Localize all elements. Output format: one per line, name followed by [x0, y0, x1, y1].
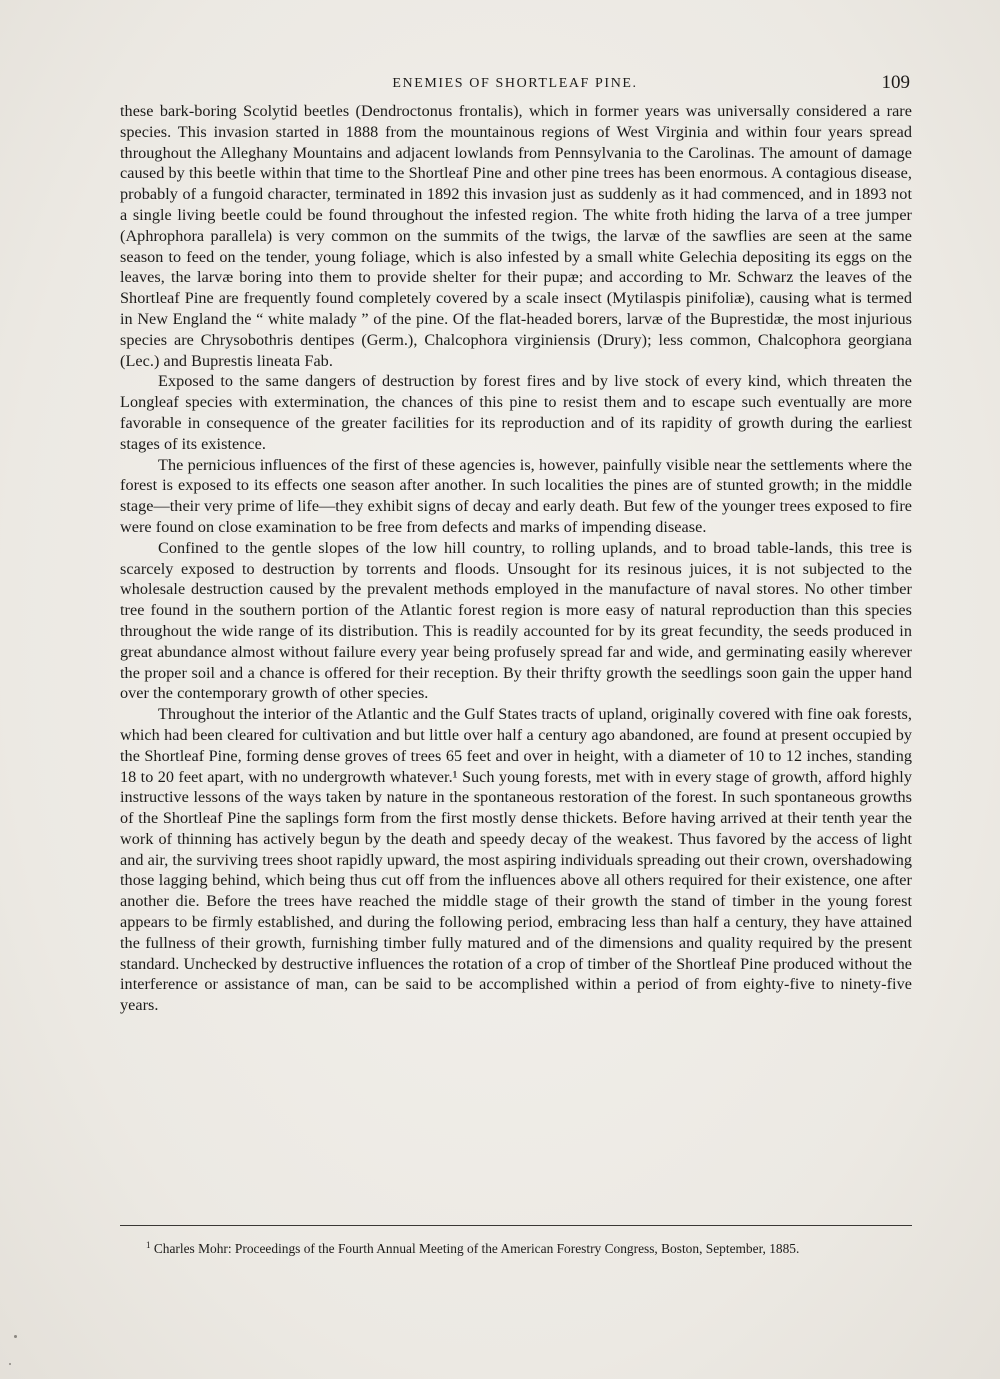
scan-speck: [14, 1335, 17, 1338]
running-title: ENEMIES OF SHORTLEAF PINE.: [392, 76, 638, 91]
page-number: 109: [881, 72, 910, 93]
footnote-divider: [120, 1225, 912, 1226]
paragraph-3: The pernicious influences of the first of these agencies is, however, painfully visible near the settlements where the forest is exposed to its effects one season after another. In such localities the pines are of stunted growth; in the middle stage—their very prime of life—they exhibit signs of decay and early death. But few of the younger trees exposed to fire were found on close examination to be free from defects and marks of impending disease.: [120, 455, 912, 536]
paragraph-5: Throughout the interior of the Atlantic and the Gulf States tracts of upland, originally covered with fine oak forests, which had been cleared for cultivation and but little over half a century ago abandoned, are found at present occupied by the Shortleaf Pine, forming dense groves of trees 65 feet and over in height, with a diameter of 10 to 12 inches, standing 18 to 20 feet apart, with no undergrowth whatever.¹ Such young forests, met with in every stage of growth, afford highly instructive lessons of the ways taken by nature in the spontaneous restoration of the forest. In such spontaneous growths of the Shortleaf Pine the saplings form from the first mostly dense thickets. Before having arrived at their tenth year the work of thinning has actively begun by the death and speedy decay of the weakest. Thus favored by the access of light and air, the surviving trees shoot rapidly upward, the most aspiring individuals spreading out their crown, overshadowing those lagging behind, which being thus cut off from the influences above all others required for their existence, one after another die. Before the trees have reached the middle stage of their growth the stand of timber in the young forest appears to be firmly established, and during the following period, embracing less than half a century, they have attained the fullness of their growth, furnishing timber fully matured and of the dimensions and quality required by the present standard. Unchecked by destructive influences the rotation of a crop of timber of the Shortleaf Pine produced without the interference or assistance of man, can be said to be accomplished within a period of from eighty-five to ninety-five years.: [120, 705, 912, 1015]
running-head: [120, 72, 910, 98]
footnote-text: Charles Mohr: Proceedings of the Fourth Annual Meeting of the American Forestry Congress, Boston, September, 1885.: [153, 1241, 800, 1256]
paragraph-1: these bark-boring Scolytid beetles (Dendroctonus frontalis), which in former years was universally considered a rare species. This invasion started in 1888 from the mountainous regions of West Virginia and within four years spread throughout the Alleghany Mountains and adjacent lowlands from Pennsylvania to the Carolinas. The amount of damage caused by this beetle within that time to the Shortleaf Pine and other pine trees has been enormous. A contagious disease, probably of a fungoid character, terminated in 1892 this invasion just as suddenly as it had commenced, and in 1893 not a single living beetle could be found throughout the infested region. The white froth hiding the larva of a tree jumper (Aphrophora parallela) is very common on the summits of the twigs, the larvæ of the sawflies are seen at the same season to feed on the tender, young foliage, which is also infested by a small white Gelechia depositing its eggs on the leaves, the larvæ boring into them to provide shelter for their pupæ; and according to Mr. Schwarz the leaves of the Shortleaf Pine are frequently found completely covered by a scale insect (Mytilaspis pinifoliæ), causing what is termed in New England the “ white malady ” of the pine. Of the flat-headed borers, larvæ of the Buprestidæ, the most injurious species are Chrysobothris dentipes (Germ.), Chalcophora virginiensis (Drury); less common, Chalcophora georgiana (Lec.) and Buprestis lineata Fab.: [120, 102, 912, 370]
footnote-marker: 1: [146, 1240, 151, 1250]
paragraph-4: Confined to the gentle slopes of the low hill country, to rolling uplands, and to broad table-lands, this tree is scarcely exposed to destruction by torrents and floods. Unsought for its resinous juices, it is not subjected to the wholesale destruction caused by the prevalent methods employed in the manufacture of naval stores. No other timber tree found in the southern portion of the Atlantic forest region is more easy of natural reproduction than this species throughout the wide range of its distribution. This is readily accounted for by its great fecundity, the seeds produced in great abundance almost without failure every year being profusely spread far and wide, and germinating easily wherever the proper soil and a chance is offered for their reception. By their thrifty growth the seedlings soon gain the upper hand over the contemporary growth of other species.: [120, 538, 912, 703]
footnote: [120, 1236, 912, 1258]
body-text: [120, 101, 912, 1016]
scan-speck: [9, 1363, 11, 1365]
paragraph-2: Exposed to the same dangers of destruction by forest fires and by live stock of every kind, which threaten the Longleaf species with extermination, the chances of this pine to resist them and to escape such eventually are more favorable in consequence of the greater facilities for its reproduction and of its rapidity of growth during the earliest stages of its existence.: [120, 372, 912, 453]
